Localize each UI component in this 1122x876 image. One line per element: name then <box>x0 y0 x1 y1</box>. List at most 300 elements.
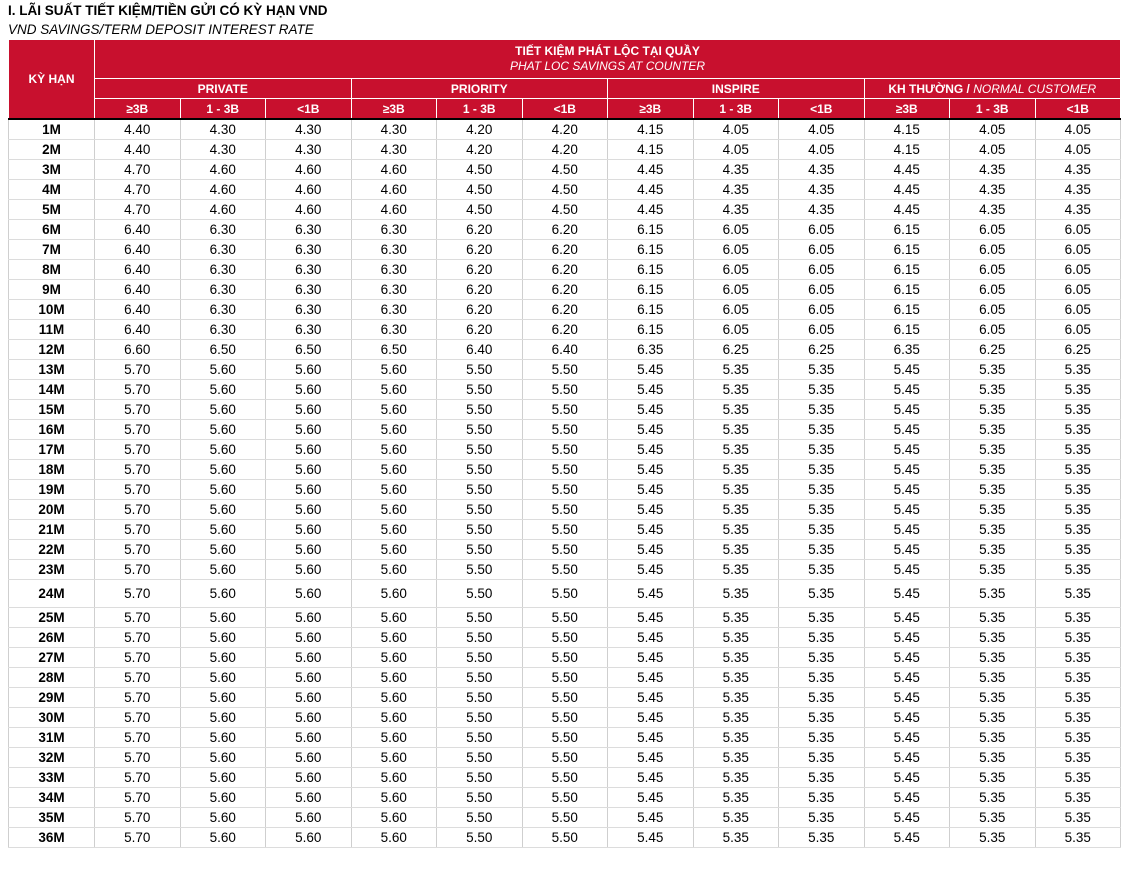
segment-name: PRIVATE <box>197 81 248 96</box>
term-cell: 24M <box>9 580 95 608</box>
rate-cell: 5.50 <box>437 648 523 668</box>
rate-cell: 6.15 <box>608 280 694 300</box>
rate-cell: 6.50 <box>180 340 266 360</box>
rate-cell: 5.60 <box>351 828 437 848</box>
rate-cell: 5.50 <box>437 380 523 400</box>
segment-header <box>608 79 865 99</box>
rate-cell: 5.35 <box>779 808 865 828</box>
rate-cell: 5.70 <box>95 668 181 688</box>
rate-cell: 5.70 <box>95 560 181 580</box>
rate-cell: 5.45 <box>608 728 694 748</box>
rate-cell: 5.45 <box>864 648 950 668</box>
rate-cell: 5.50 <box>522 608 608 628</box>
rate-cell: 5.50 <box>437 788 523 808</box>
rate-cell: 5.35 <box>950 460 1036 480</box>
rate-cell: 4.70 <box>95 200 181 220</box>
rate-cell: 5.45 <box>864 420 950 440</box>
rate-cell: 5.70 <box>95 708 181 728</box>
tier-header: 1 - 3B <box>950 99 1036 120</box>
table-row <box>9 560 1121 580</box>
rate-cell: 4.50 <box>437 200 523 220</box>
rate-cell: 5.45 <box>608 808 694 828</box>
rate-cell: 4.70 <box>95 160 181 180</box>
term-cell: 27M <box>9 648 95 668</box>
rate-cell: 5.50 <box>437 668 523 688</box>
rate-cell: 5.60 <box>266 500 352 520</box>
rate-cell: 4.35 <box>779 180 865 200</box>
table-row <box>9 420 1121 440</box>
rate-cell: 4.35 <box>950 160 1036 180</box>
rate-cell: 6.20 <box>437 260 523 280</box>
rate-cell: 5.60 <box>351 628 437 648</box>
rate-cell: 6.25 <box>779 340 865 360</box>
rate-cell: 5.45 <box>608 628 694 648</box>
rate-cell: 4.20 <box>437 119 523 140</box>
rate-cell: 5.50 <box>522 400 608 420</box>
rate-cell: 6.25 <box>693 340 779 360</box>
rate-cell: 6.15 <box>864 300 950 320</box>
rate-cell: 5.35 <box>693 480 779 500</box>
rate-cell: 6.20 <box>522 260 608 280</box>
rate-cell: 6.05 <box>779 240 865 260</box>
table-row <box>9 708 1121 728</box>
rate-cell: 5.60 <box>180 688 266 708</box>
table-row <box>9 748 1121 768</box>
rate-cell: 5.45 <box>608 648 694 668</box>
rate-cell: 6.05 <box>1035 300 1121 320</box>
rate-cell: 5.60 <box>180 668 266 688</box>
rate-cell: 5.60 <box>351 560 437 580</box>
rate-cell: 5.60 <box>266 520 352 540</box>
rate-cell: 5.60 <box>180 360 266 380</box>
term-cell: 35M <box>9 808 95 828</box>
rate-cell: 5.70 <box>95 628 181 648</box>
rate-cell: 5.60 <box>266 688 352 708</box>
rate-cell: 5.50 <box>437 440 523 460</box>
rate-cell: 5.60 <box>180 460 266 480</box>
rate-cell: 4.60 <box>266 160 352 180</box>
rate-cell: 5.35 <box>693 808 779 828</box>
rate-cell: 5.60 <box>351 380 437 400</box>
term-cell: 12M <box>9 340 95 360</box>
rate-cell: 5.60 <box>180 608 266 628</box>
rate-cell: 5.60 <box>266 668 352 688</box>
rate-cell: 5.35 <box>779 520 865 540</box>
rate-cell: 5.60 <box>180 768 266 788</box>
rate-cell: 5.35 <box>693 648 779 668</box>
rate-cell: 6.05 <box>693 260 779 280</box>
rate-cell: 6.05 <box>950 220 1036 240</box>
rate-cell: 5.35 <box>693 580 779 608</box>
rate-cell: 5.45 <box>608 668 694 688</box>
rate-cell: 5.35 <box>950 480 1036 500</box>
rate-cell: 6.30 <box>180 220 266 240</box>
rate-cell: 5.35 <box>950 380 1036 400</box>
rate-cell: 6.30 <box>180 240 266 260</box>
rate-cell: 6.05 <box>950 300 1036 320</box>
rate-cell: 5.50 <box>522 380 608 400</box>
rate-cell: 4.60 <box>180 180 266 200</box>
rate-cell: 5.60 <box>180 500 266 520</box>
rate-cell: 5.50 <box>522 500 608 520</box>
rate-cell: 5.50 <box>437 768 523 788</box>
rate-cell: 6.40 <box>95 240 181 260</box>
rate-cell: 4.35 <box>1035 200 1121 220</box>
rate-cell: 5.60 <box>351 540 437 560</box>
rate-cell: 5.50 <box>437 748 523 768</box>
rate-cell: 4.70 <box>95 180 181 200</box>
rate-cell: 6.30 <box>351 260 437 280</box>
term-cell: 16M <box>9 420 95 440</box>
rate-cell: 4.05 <box>1035 119 1121 140</box>
term-cell: 34M <box>9 788 95 808</box>
rate-cell: 6.05 <box>693 300 779 320</box>
rate-cell: 5.50 <box>522 668 608 688</box>
rate-cell: 5.35 <box>1035 668 1121 688</box>
rate-cell: 6.15 <box>864 220 950 240</box>
rate-cell: 5.35 <box>950 648 1036 668</box>
table-row <box>9 628 1121 648</box>
rate-cell: 5.45 <box>864 688 950 708</box>
rate-cell: 6.30 <box>351 320 437 340</box>
rate-cell: 5.35 <box>779 420 865 440</box>
rate-cell: 5.35 <box>1035 460 1121 480</box>
table-row <box>9 240 1121 260</box>
table-row <box>9 540 1121 560</box>
rate-cell: 5.50 <box>522 480 608 500</box>
rate-cell: 5.70 <box>95 828 181 848</box>
rate-cell: 5.60 <box>180 648 266 668</box>
rate-cell: 6.35 <box>864 340 950 360</box>
rate-cell: 5.60 <box>351 668 437 688</box>
rate-cell: 5.60 <box>351 648 437 668</box>
rate-cell: 6.05 <box>950 280 1036 300</box>
term-cell: 13M <box>9 360 95 380</box>
rate-cell: 5.35 <box>779 540 865 560</box>
rate-cell: 5.35 <box>779 688 865 708</box>
rate-cell: 4.20 <box>522 140 608 160</box>
rate-cell: 5.60 <box>266 420 352 440</box>
rate-cell: 5.35 <box>1035 648 1121 668</box>
rate-cell: 5.60 <box>180 580 266 608</box>
rate-cell: 4.60 <box>266 200 352 220</box>
rate-cell: 5.60 <box>351 440 437 460</box>
term-cell: 15M <box>9 400 95 420</box>
rate-cell: 5.35 <box>693 560 779 580</box>
rate-cell: 5.70 <box>95 440 181 460</box>
rate-cell: 5.35 <box>950 440 1036 460</box>
rate-cell: 5.45 <box>864 500 950 520</box>
rate-cell: 6.15 <box>864 320 950 340</box>
rate-cell: 5.50 <box>522 728 608 748</box>
rate-cell: 4.35 <box>950 200 1036 220</box>
rate-cell: 5.35 <box>779 440 865 460</box>
rate-cell: 5.35 <box>693 668 779 688</box>
rate-cell: 5.45 <box>864 628 950 648</box>
rate-cell: 4.50 <box>437 160 523 180</box>
rate-cell: 5.45 <box>864 380 950 400</box>
rate-cell: 5.45 <box>608 540 694 560</box>
rate-cell: 5.45 <box>608 400 694 420</box>
rate-cell: 5.70 <box>95 460 181 480</box>
rate-cell: 4.30 <box>266 119 352 140</box>
tier-header: <1B <box>779 99 865 120</box>
rate-cell: 4.05 <box>693 140 779 160</box>
rate-cell: 4.60 <box>266 180 352 200</box>
rate-cell: 6.20 <box>522 320 608 340</box>
rate-cell: 4.45 <box>608 160 694 180</box>
table-row <box>9 380 1121 400</box>
rate-cell: 6.20 <box>437 220 523 240</box>
rate-cell: 5.35 <box>779 728 865 748</box>
table-row <box>9 828 1121 848</box>
rate-cell: 5.35 <box>1035 540 1121 560</box>
rate-cell: 5.60 <box>266 380 352 400</box>
rate-cell: 5.35 <box>1035 808 1121 828</box>
rate-cell: 5.70 <box>95 688 181 708</box>
rate-cell: 4.45 <box>864 180 950 200</box>
rate-cell: 5.35 <box>1035 560 1121 580</box>
rate-cell: 5.50 <box>522 828 608 848</box>
rate-cell: 5.70 <box>95 480 181 500</box>
rate-cell: 5.60 <box>266 748 352 768</box>
rate-cell: 6.40 <box>95 320 181 340</box>
table-row <box>9 648 1121 668</box>
table-row <box>9 320 1121 340</box>
rate-cell: 5.60 <box>180 748 266 768</box>
term-cell: 1M <box>9 119 95 140</box>
rate-cell: 5.50 <box>522 420 608 440</box>
rate-cell: 5.60 <box>266 440 352 460</box>
rate-cell: 5.60 <box>266 708 352 728</box>
rate-cell: 5.50 <box>437 828 523 848</box>
table-row <box>9 340 1121 360</box>
rate-cell: 5.45 <box>864 580 950 608</box>
rate-cell: 5.50 <box>437 688 523 708</box>
rate-cell: 5.70 <box>95 608 181 628</box>
rate-cell: 6.40 <box>95 280 181 300</box>
rate-cell: 5.50 <box>437 420 523 440</box>
rate-cell: 4.35 <box>693 180 779 200</box>
rate-cell: 4.40 <box>95 119 181 140</box>
rate-cell: 4.35 <box>693 160 779 180</box>
rate-cell: 5.60 <box>266 808 352 828</box>
term-cell: 32M <box>9 748 95 768</box>
rate-cell: 5.35 <box>779 480 865 500</box>
rate-cell: 5.70 <box>95 788 181 808</box>
term-cell: 10M <box>9 300 95 320</box>
rate-cell: 6.05 <box>693 240 779 260</box>
rate-cell: 5.35 <box>693 360 779 380</box>
rate-cell: 5.50 <box>522 628 608 648</box>
rate-cell: 5.50 <box>437 808 523 828</box>
rate-cell: 5.35 <box>779 648 865 668</box>
rate-cell: 6.05 <box>1035 220 1121 240</box>
rate-cell: 5.60 <box>180 628 266 648</box>
term-header: KỲ HẠN <box>9 40 95 120</box>
rate-cell: 5.35 <box>950 540 1036 560</box>
rate-cell: 6.30 <box>351 300 437 320</box>
rate-cell: 5.70 <box>95 540 181 560</box>
rate-cell: 6.15 <box>608 320 694 340</box>
rate-cell: 4.35 <box>1035 160 1121 180</box>
rate-cell: 5.60 <box>266 400 352 420</box>
rate-cell: 5.45 <box>864 748 950 768</box>
product-subtitle: PHAT LOC SAVINGS AT COUNTER <box>509 59 706 73</box>
rate-cell: 5.35 <box>950 520 1036 540</box>
rate-cell: 6.05 <box>950 320 1036 340</box>
rate-cell: 5.70 <box>95 380 181 400</box>
rate-cell: 5.60 <box>266 768 352 788</box>
rate-cell: 4.40 <box>95 140 181 160</box>
table-row <box>9 220 1121 240</box>
table-row <box>9 580 1121 608</box>
rate-cell: 5.35 <box>950 360 1036 380</box>
rate-cell: 5.45 <box>608 460 694 480</box>
rate-cell: 4.20 <box>522 119 608 140</box>
rate-cell: 5.35 <box>693 440 779 460</box>
rate-cell: 5.35 <box>693 828 779 848</box>
rate-cell: 4.50 <box>522 160 608 180</box>
rate-cell: 5.45 <box>864 788 950 808</box>
term-cell: 17M <box>9 440 95 460</box>
rate-cell: 6.15 <box>608 220 694 240</box>
rate-cell: 5.60 <box>180 440 266 460</box>
rate-cell: 5.70 <box>95 500 181 520</box>
term-cell: 3M <box>9 160 95 180</box>
rate-cell: 6.05 <box>1035 320 1121 340</box>
rate-cell: 4.30 <box>180 119 266 140</box>
term-cell: 7M <box>9 240 95 260</box>
table-row <box>9 808 1121 828</box>
rate-cell: 5.35 <box>779 788 865 808</box>
term-cell: 4M <box>9 180 95 200</box>
table-row <box>9 160 1121 180</box>
rate-cell: 5.70 <box>95 420 181 440</box>
rate-cell: 5.60 <box>351 788 437 808</box>
rate-cell: 5.45 <box>608 420 694 440</box>
rate-cell: 4.05 <box>693 119 779 140</box>
rate-cell: 6.05 <box>779 220 865 240</box>
rate-cell: 5.60 <box>180 380 266 400</box>
rate-cell: 5.35 <box>950 808 1036 828</box>
table-row <box>9 688 1121 708</box>
rate-cell: 6.05 <box>693 320 779 340</box>
rate-cell: 4.45 <box>864 200 950 220</box>
rate-cell: 6.40 <box>95 220 181 240</box>
rate-cell: 5.45 <box>864 728 950 748</box>
rate-cell: 5.70 <box>95 648 181 668</box>
rate-cell: 5.35 <box>950 400 1036 420</box>
rate-cell: 4.35 <box>1035 180 1121 200</box>
rate-cell: 5.60 <box>351 580 437 608</box>
rate-cell: 5.60 <box>351 480 437 500</box>
rate-cell: 5.70 <box>95 768 181 788</box>
term-cell: 30M <box>9 708 95 728</box>
rate-cell: 5.50 <box>437 540 523 560</box>
rate-cell: 6.20 <box>437 320 523 340</box>
rate-cell: 5.35 <box>779 628 865 648</box>
table-row <box>9 480 1121 500</box>
rate-cell: 4.30 <box>266 140 352 160</box>
rate-cell: 5.35 <box>950 688 1036 708</box>
rate-cell: 5.50 <box>522 520 608 540</box>
table-row <box>9 260 1121 280</box>
rate-cell: 4.50 <box>437 180 523 200</box>
rate-cell: 5.35 <box>1035 828 1121 848</box>
interest-rate-table <box>8 39 1121 848</box>
term-cell: 9M <box>9 280 95 300</box>
rate-cell: 5.50 <box>437 728 523 748</box>
rate-cell: 5.35 <box>1035 440 1121 460</box>
rate-cell: 5.35 <box>693 460 779 480</box>
rate-cell: 5.60 <box>180 400 266 420</box>
rate-cell: 5.35 <box>779 608 865 628</box>
rate-cell: 5.45 <box>608 580 694 608</box>
segment-name: PRIORITY <box>450 81 508 96</box>
rate-cell: 5.35 <box>1035 748 1121 768</box>
rate-cell: 5.35 <box>950 788 1036 808</box>
rate-cell: 5.35 <box>1035 728 1121 748</box>
rate-cell: 6.15 <box>608 300 694 320</box>
rate-cell: 6.40 <box>522 340 608 360</box>
term-cell: 28M <box>9 668 95 688</box>
rate-cell: 5.60 <box>180 540 266 560</box>
rate-cell: 5.35 <box>950 560 1036 580</box>
rate-cell: 5.35 <box>1035 360 1121 380</box>
rate-cell: 5.60 <box>351 420 437 440</box>
term-cell: 11M <box>9 320 95 340</box>
rate-cell: 5.50 <box>522 688 608 708</box>
rate-cell: 5.45 <box>608 768 694 788</box>
rate-cell: 5.60 <box>351 400 437 420</box>
rate-cell: 5.70 <box>95 400 181 420</box>
rate-cell: 6.05 <box>1035 280 1121 300</box>
table-row <box>9 440 1121 460</box>
rate-cell: 5.50 <box>522 788 608 808</box>
rate-cell: 5.60 <box>180 560 266 580</box>
rate-cell: 5.60 <box>180 708 266 728</box>
rate-cell: 5.35 <box>693 768 779 788</box>
rate-cell: 4.45 <box>864 160 950 180</box>
rate-cell: 6.30 <box>266 320 352 340</box>
table-row <box>9 500 1121 520</box>
rate-cell: 5.60 <box>180 520 266 540</box>
rate-cell: 6.30 <box>180 280 266 300</box>
rate-cell: 5.45 <box>608 500 694 520</box>
rate-cell: 6.30 <box>266 280 352 300</box>
term-cell: 31M <box>9 728 95 748</box>
rate-cell: 5.35 <box>1035 420 1121 440</box>
term-cell: 36M <box>9 828 95 848</box>
table-row <box>9 140 1121 160</box>
rate-cell: 5.60 <box>266 460 352 480</box>
rate-cell: 5.35 <box>693 400 779 420</box>
table-row <box>9 400 1121 420</box>
tier-header: ≥3B <box>608 99 694 120</box>
rate-cell: 5.60 <box>266 540 352 560</box>
rate-cell: 4.60 <box>351 180 437 200</box>
rate-cell: 5.35 <box>693 540 779 560</box>
rate-cell: 4.60 <box>180 200 266 220</box>
term-cell: 21M <box>9 520 95 540</box>
rate-cell: 4.05 <box>779 140 865 160</box>
rate-cell: 5.35 <box>779 560 865 580</box>
rate-cell: 5.35 <box>779 768 865 788</box>
rate-cell: 5.60 <box>351 728 437 748</box>
table-row <box>9 119 1121 140</box>
rate-cell: 5.35 <box>693 688 779 708</box>
